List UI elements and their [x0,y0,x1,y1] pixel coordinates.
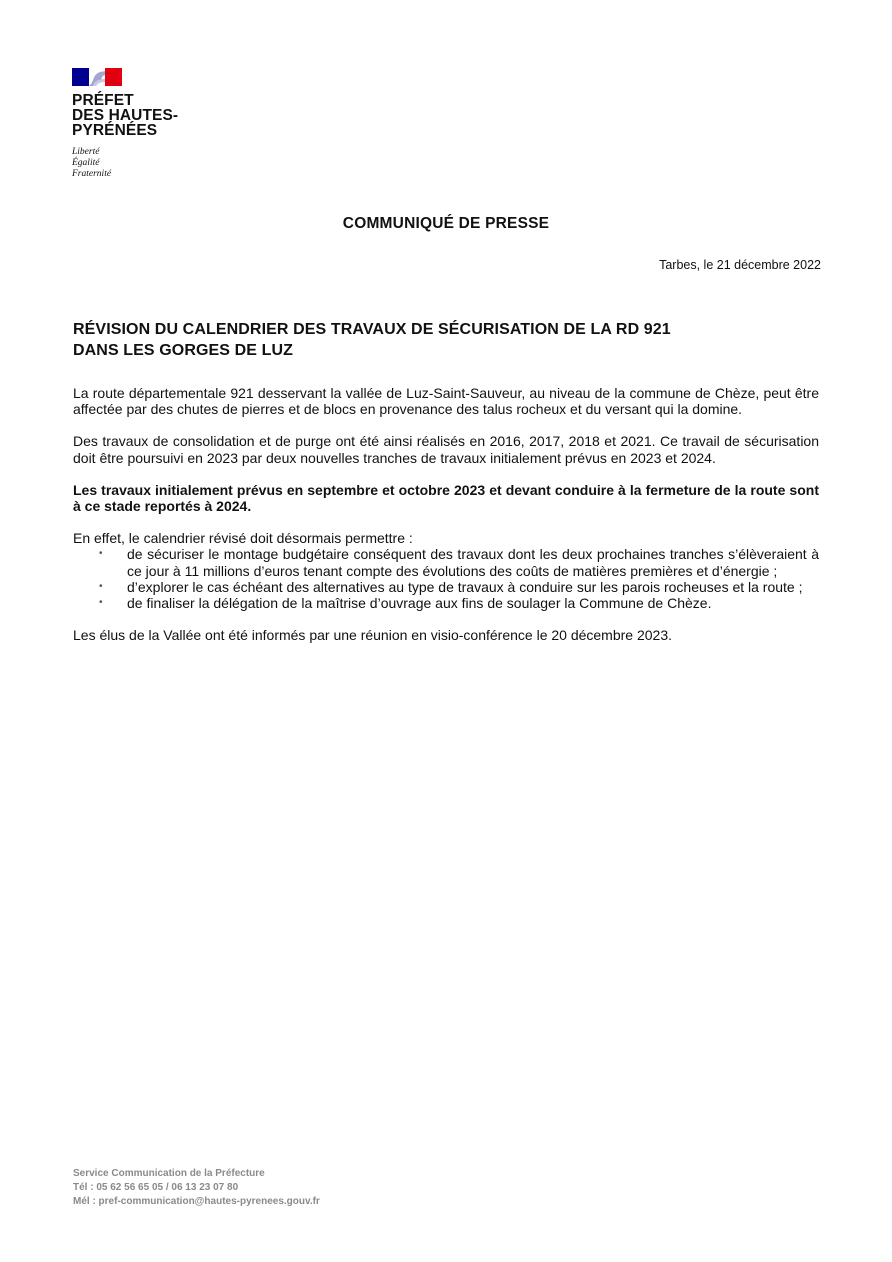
body-paragraph-last: Les élus de la Vallée ont été informés par une réunion en visio-conférence le 20 décembre 2023. [73,627,673,644]
bullet-icon: • [99,580,103,592]
list-intro: En effet, le calendrier révisé doit désormais permettre : [73,530,413,547]
marianne-flag-icon [72,68,122,86]
list-item-text: de finaliser la délégation de la maîtrise d’ouvrage aux fins de soulager la Commune de Chèze. [127,595,712,612]
list-item [99,546,819,579]
list-item [99,578,819,595]
date-line: Tarbes, le 21 décembre 2022 [659,258,821,272]
document-type-title: COMMUNIQUÉ DE PRESSE [342,215,550,232]
footer-service: Service Communication de la Préfecture [73,1168,265,1179]
press-release-headline [73,319,823,361]
list-item-text: d’explorer le cas échéant des alternatives au type de travaux à conduire sur les parois rocheuses et la route ; [127,578,803,595]
republic-motto [72,147,178,180]
press-release-body [73,385,819,659]
headline-line-1: RÉVISION DU CALENDRIER DES TRAVAUX DE SÉCURISATION DE LA RD 921 [73,321,671,338]
body-paragraph-bold: Les travaux initialement prévus en septembre et octobre 2023 et devant conduire à la fermeture de la route sont à ce stade reportés à 2024. [73,481,819,515]
flag-blue-band [72,68,89,86]
list-item [99,595,819,612]
body-paragraph-1: La route départementale 921 desservant la vallée de Luz-Saint-Sauveur, au niveau de la commune de Chèze, peut être affectée par des chutes de pierres et de blocs en provenance des talus rocheux et du versant qui la domine. [73,385,819,418]
prefecture-logo-block [72,68,178,180]
footer-email: Mél : pref-communication@hautes-pyrenees.gouv.fr [73,1196,320,1207]
motto-liberte: Liberté [72,147,100,157]
prefecture-name [72,93,178,138]
prefecture-name-line-3: PYRÉNÉES [72,122,158,139]
measures-list [73,546,819,611]
headline-line-2: DANS LES GORGES DE LUZ [73,342,293,359]
bullet-icon: • [99,548,103,560]
flag-red-band [105,68,122,86]
list-item-text: de sécuriser le montage budgétaire conséquent des travaux dont les deux prochaines tranches s’élèveraient à ce jour à 11 millions d’euros tenant compte des évolutions des coûts de matières premières et d’énergie ; [127,546,819,579]
footer-phone: Tél : 05 62 56 65 05 / 06 13 23 07 80 [73,1182,239,1193]
motto-egalite: Égalité [72,158,100,168]
prefecture-name-line-1: PRÉFET [72,92,134,109]
motto-fraternite: Fraternité [72,169,112,179]
bullet-icon: • [99,597,103,609]
body-paragraph-2: Des travaux de consolidation et de purge ont été ainsi réalisés en 2016, 2017, 2018 et 2021. Ce travail de sécurisation doit être poursuivi en 2023 par deux nouvelles tranches de travaux initialement prévus en 2023 et 2024. [73,433,819,466]
contact-footer [73,1167,320,1209]
prefecture-name-line-2: DES HAUTES- [72,107,179,124]
